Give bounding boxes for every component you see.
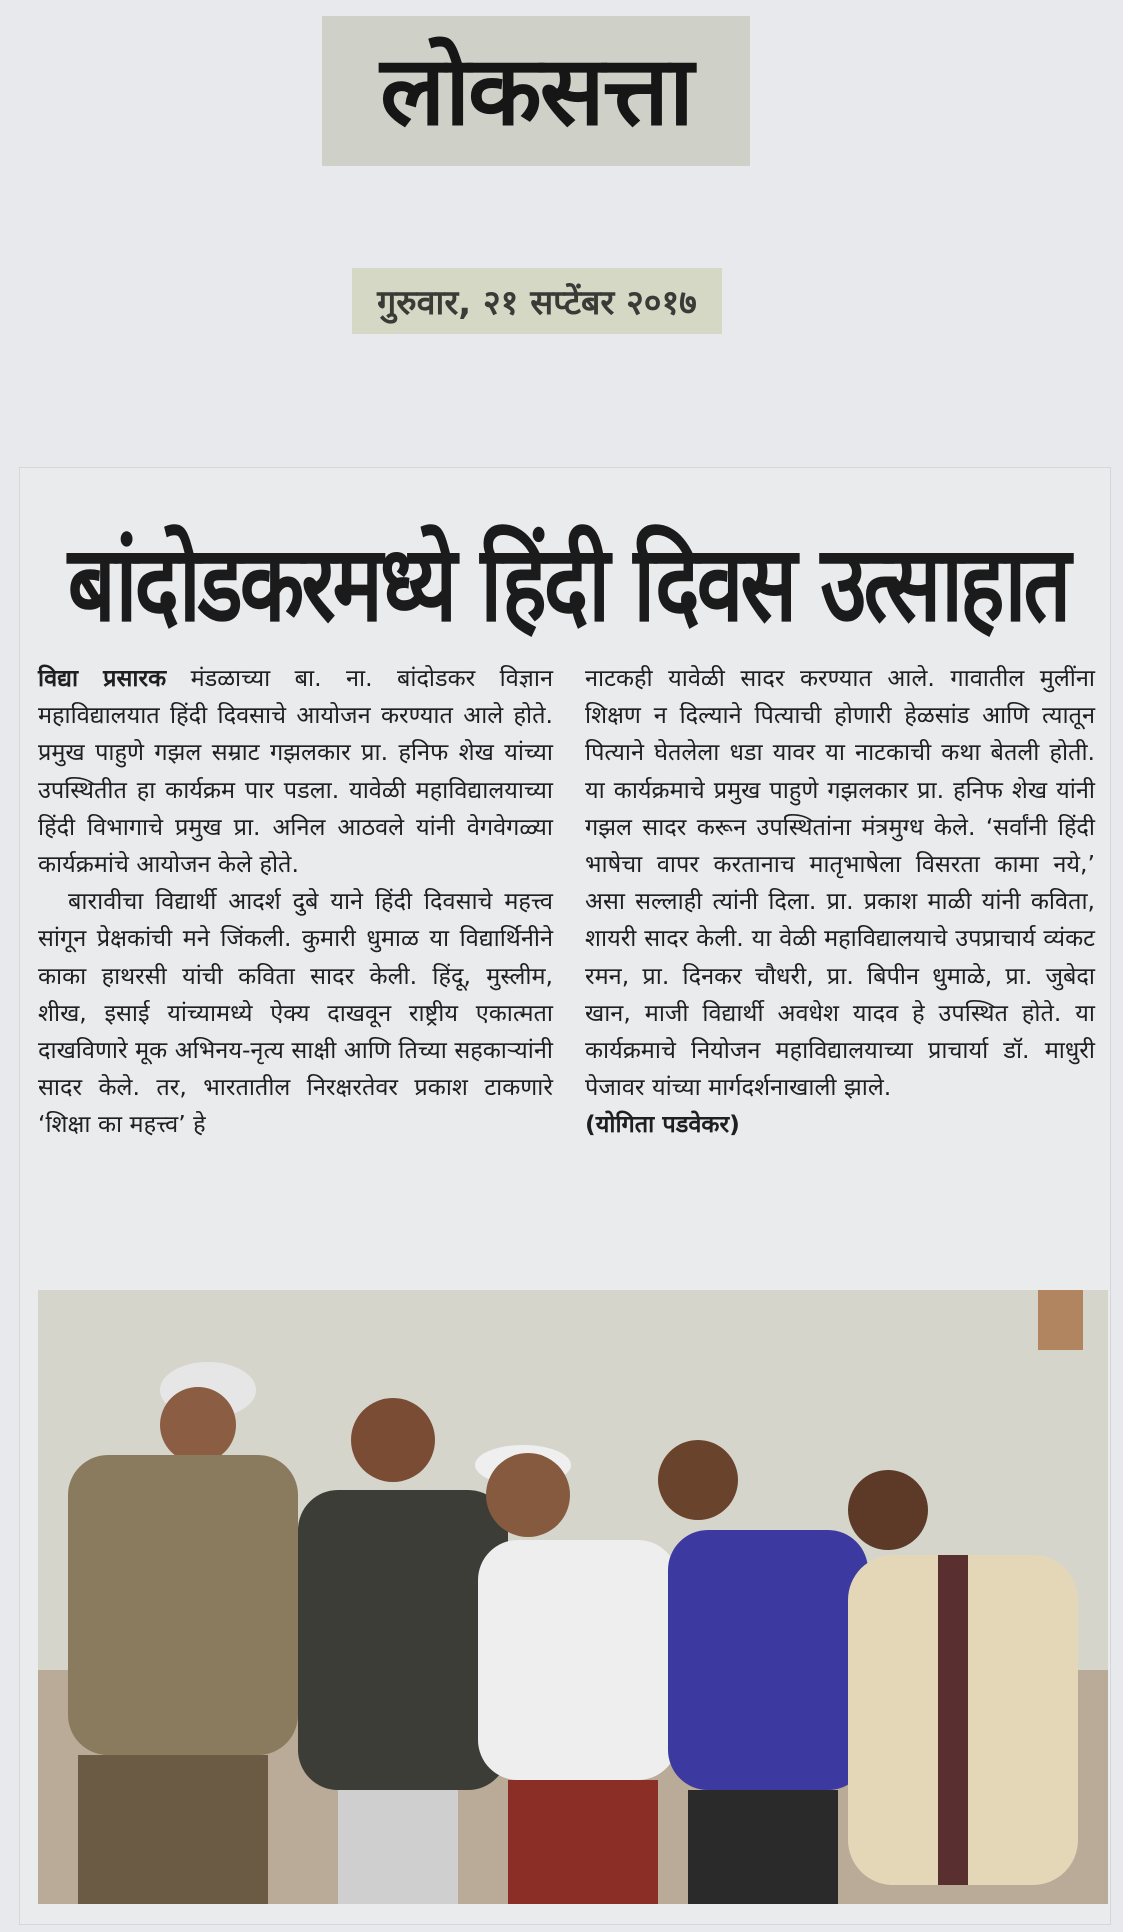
paragraph-3: नाटकही यावेळी सादर करण्यात आले. गावातील मुलींना शिक्षण न दिल्याने पित्याची होणारी हेळसांड आणि त्यातून पित्याने घेतलेला धडा यावर या नाटकाची कथा बेतली होती. या कार्यक्रमाचे प्रमुख पाहुणे गझलकार प्रा. हनिफ शेख यांनी गझल सादर करून उपस्थितांना मंत्रमुग्ध केले. ‘सर्वांनी हिंदी भाषेचा वापर करतानाच मातृभाषेला विसरता कामा नये,’ असा सल्लाही त्यांनी दिला. प्रा. प्रकाश माळी यांनी कविता, शायरी सादर केली. या वेळी महाविद्यालयाचे उपप्राचार्य व्यंकट रमन, प्रा. दिनकर चौधरी, प्रा. बिपीन धुमाळे, प्रा. जुबेदा खान, माजी विद्यार्थी अवधेश यादव हे उपस्थित होते. या कार्यक्रमाचे नियोजन महाविद्यालयाच्या प्राचार्या डॉ. माधुरी पेजावर यांच्या मार्गदर्शनाखाली झाले. [585,664,1095,1102]
masthead-title: लोकसत्ता [380,35,692,147]
newspaper-masthead [322,16,750,166]
paragraph-1-text: मंडळाच्या बा. ना. बांदोडकर विज्ञान महाविद्यालयात हिंदी दिवसाचे आयोजन करण्यात आले होते. प्रमुख पाहुणे गझल सम्राट गझलकार प्रा. हनिफ शेख यांच्या उपस्थितीत हा कार्यक्रम पार पडला. यावेळी महाविद्यालयाच्या हिंदी विभागाचे प्रमुख प्रा. अनिल आठवले यांनी वेगवेगळ्या कार्यक्रमांचे आयोजन केले होते. [38,664,553,879]
photo-illustration [38,1290,1108,1904]
headline-text: बांदोडकरमध्ये हिंदी दिवस उत्साहात [67,522,1069,645]
dateline [352,268,722,334]
article-headline [48,514,1088,644]
dateline-text: गुरुवार, २१ सप्टेंबर २०१७ [377,283,697,323]
paragraph-2: बारावीचा विद्यार्थी आदर्श दुबे याने हिंदी दिवसाचे महत्त्व सांगून प्रेक्षकांची मने जिंकली. कुमारी धुमाळ या विद्यार्थिनीने काका हाथरसी यांची कविता सादर केली. हिंदू, मुस्लीम, शीख, इसाई यांच्यामध्ये ऐक्य दाखवून राष्ट्रीय एकात्मता दाखविणारे मूक अभिनय-नृत्य साक्षी आणि तिच्या सहकाऱ्यांनी सादर केले. तर, भारतातील निरक्षरतेवर प्रकाश टाकणारे ‘शिक्षा का महत्त्व’ हे [38,887,553,1139]
article-clipping [20,468,1110,1924]
lead-bold: विद्या प्रसारक [38,664,167,692]
article-column-left [38,660,553,1144]
byline: (योगिता पडवेकर) [585,1110,740,1139]
paragraph-1 [38,660,553,883]
article-column-right [585,660,1095,1144]
article-photo [38,1290,1108,1904]
